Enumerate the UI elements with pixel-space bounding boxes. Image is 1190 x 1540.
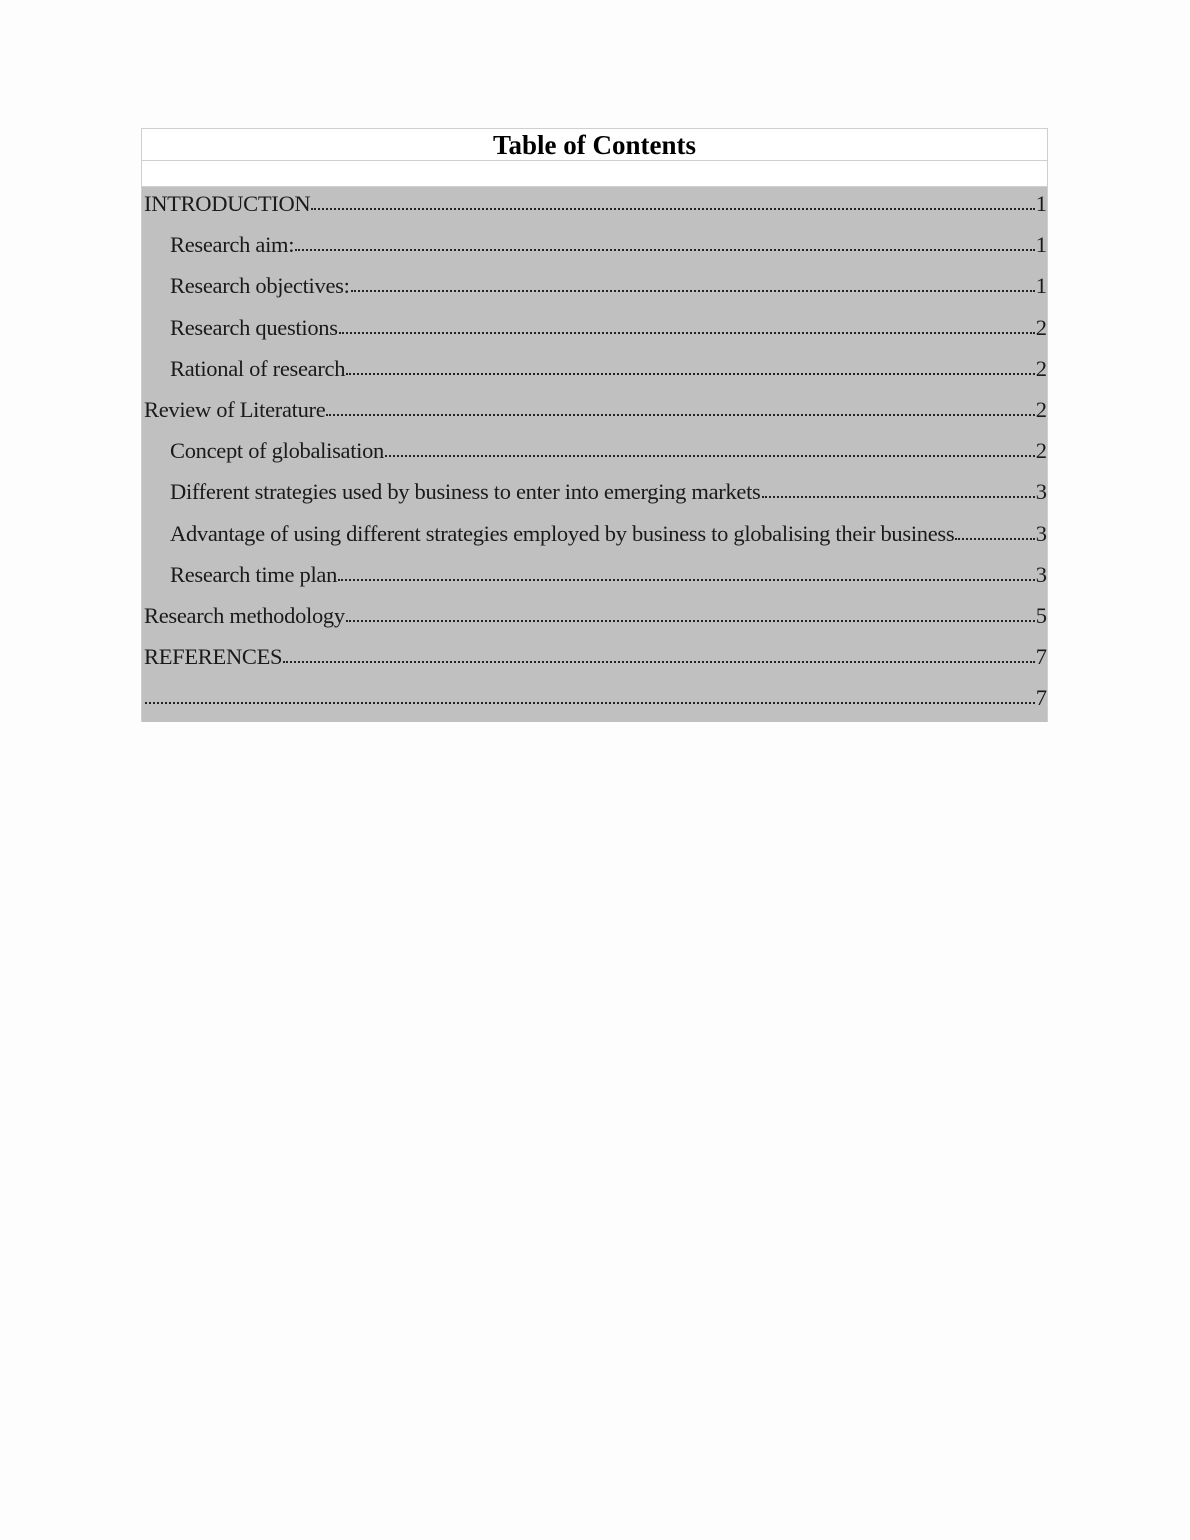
toc-entry-page: 2 <box>1035 314 1047 340</box>
toc-dot-leader <box>351 273 1035 293</box>
toc-dot-leader <box>295 232 1035 252</box>
toc-entry-label: Research questions <box>170 314 338 340</box>
toc-entry-label: REFERENCES <box>144 644 283 670</box>
toc-entry-page: 2 <box>1035 396 1047 422</box>
toc-dot-leader <box>339 315 1035 335</box>
toc-entry-label: Research time plan <box>170 561 338 587</box>
toc-entry-page: 7 <box>1035 685 1047 711</box>
toc-dot-leader <box>338 562 1035 582</box>
toc-entry-page: 3 <box>1035 479 1047 505</box>
toc-entry-research-aim[interactable] <box>142 228 1047 269</box>
toc-entry-advantage-of-strategies[interactable] <box>142 517 1047 558</box>
toc-entry-page: 1 <box>1035 273 1047 299</box>
toc-entry-label: Research methodology <box>144 602 345 628</box>
toc-entry-page: 2 <box>1035 355 1047 381</box>
toc-dot-leader <box>326 397 1034 417</box>
toc-entry-label: Different strategies used by business to enter into emerging markets <box>170 479 761 505</box>
table-of-contents <box>141 128 1048 722</box>
toc-dot-leader <box>311 191 1034 211</box>
toc-dot-leader <box>346 356 1035 376</box>
toc-entry-different-strategies[interactable] <box>142 475 1047 516</box>
toc-entry-page: 2 <box>1035 438 1047 464</box>
toc-entry-references[interactable] <box>142 640 1047 681</box>
toc-entries <box>141 187 1048 722</box>
toc-entry-label: Review of Literature <box>144 396 326 422</box>
toc-entry-label: Advantage of using different strategies employed by business to globalising their business <box>170 520 955 546</box>
toc-dot-leader <box>955 521 1034 541</box>
toc-entry-concept-of-globalisation[interactable] <box>142 434 1047 475</box>
toc-entry-introduction[interactable] <box>142 187 1047 228</box>
toc-entry-label: Rational of research <box>170 355 346 381</box>
toc-entry-page: 1 <box>1035 232 1047 258</box>
toc-dot-leader <box>145 685 1035 705</box>
toc-entry-research-questions[interactable] <box>142 311 1047 352</box>
toc-entry-rational-of-research[interactable] <box>142 352 1047 393</box>
toc-entry-page: 5 <box>1035 602 1047 628</box>
toc-title: Table of Contents <box>141 128 1048 161</box>
toc-entry-page: 7 <box>1035 644 1047 670</box>
toc-entry-label: INTRODUCTION <box>144 191 311 216</box>
toc-blank-row <box>141 161 1048 187</box>
toc-entry-page: 3 <box>1035 520 1047 546</box>
toc-entry-research-methodology[interactable] <box>142 599 1047 640</box>
toc-dot-leader <box>283 644 1034 664</box>
toc-dot-leader <box>346 603 1035 623</box>
toc-entry-untitled[interactable] <box>142 681 1047 722</box>
toc-dot-leader <box>385 438 1035 458</box>
toc-entry-research-time-plan[interactable] <box>142 558 1047 599</box>
toc-entry-page: 1 <box>1035 191 1047 216</box>
toc-entry-review-of-literature[interactable] <box>142 393 1047 434</box>
toc-dot-leader <box>762 479 1035 499</box>
toc-entry-label: Research objectives: <box>170 273 350 299</box>
toc-entry-label: Research aim: <box>170 232 295 258</box>
toc-entry-research-objectives[interactable] <box>142 269 1047 310</box>
toc-entry-page: 3 <box>1035 561 1047 587</box>
toc-entry-label: Concept of globalisation <box>170 438 385 464</box>
